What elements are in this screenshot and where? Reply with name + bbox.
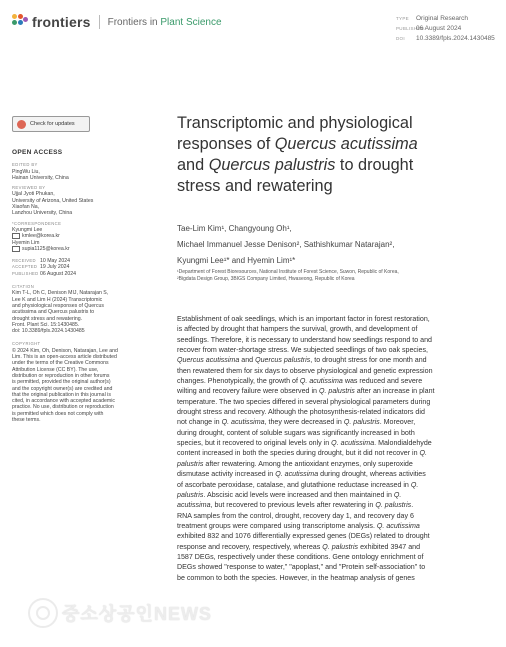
brand-name: frontiers	[32, 14, 91, 30]
news-watermark: 중소상공인NEWS	[28, 598, 212, 628]
affiliations: ¹Department of Forest Bioresources, National Institute of Forest Science, Suwon, Republic of Korea, ²Bigdata Design Group, 3BIGS Company Limited, Hwaseong, Republic of Korea	[177, 269, 399, 282]
abstract: Establishment of oak seedlings, which is an important factor in forest restoration, is affected by drought that hampers the survival, growth, and development of seedlings. Therefore, it is necessary to understand how seedlings respond to and recover from water-shortage stress. We subjected seedlings of two oak species, Quercus acutissima and Quercus palustris, to drought stress for one month and then rewatered them for six days to observe physiological and genetic expression changes. Phenotypically, the growth of Q. acutissima was reduced and severe wilting and recovery failure were observed in Q. palustris after an increase in plant temperature. The two species differed in several physiological parameters during drought stress and recovery. Although the photosynthesis-related indicators did not change in Q. acutissima, they were decreased in Q. palustris. Moreover, during drought, content of soluble sugars was significantly increased in both species, but it recovered to original levels only in Q. acutissima. Malondialdehyde content increased in both the species during drought, but it did not recover in Q. palustris after rewatering. Among the antioxidant enzymes, only superoxide dismutase activity increased in Q. acutissima during drought, whereas activities of ascorbate peroxidase, catalase, and glutathione reductase increased in Q. palustris. Abscisic acid levels were increased and then maintained in Q. acutissima, but recovered to previous levels after rewatering in Q. palustris. RNA samples from the control, drought, recovery day 1, and recovery day 6 treatment groups were compared using transcriptome analysis. Q. acutissima exhibited 832 and 1076 differentially expressed genes (DEGs) related to drought response and recovery, respectively, whereas Q. palustris exhibited 3947 and 1587 DEGs, respectively under these conditions. Gene ontology enrichment of DEGs showed "response to water," "apoplast," and "Protein self-association" to be common to both the species. However, in the heatmap analysis of genes	[177, 315, 435, 582]
frontiers-logo[interactable]	[12, 14, 222, 30]
article-type: Original Research	[416, 15, 469, 22]
journal-name[interactable]: Frontiers in Plant Science	[107, 16, 222, 28]
email-link[interactable]: kmlee@korea.kr	[12, 233, 162, 239]
sidebar: OPEN ACCESS EDITED BY PingWu Liu, Hainan University, China REVIEWED BY Ujjal Jyoti Phukan, University of Arizona, United States Xiaofan Na, Lanzhou University, China *CORRESPONDENCE Kyungmi Lee kmlee@korea.kr Hyemin Lim supia1125@korea.kr RECEIVED 10 May 2024 ACCEPTED 19 July 2024 PUBLISHED 06 August 2024 CITATION Kim T-L, Oh C, Denison MIJ, Natarajan S, Lee K and Lim H (2024) Transcriptomic and physiological responses of Quercus acutissima and Quercus palustris to drought stress and rewatering. Front. Plant Sci. 15:1430485. doi: 10.3389/fpls.2024.1430485 COPYRIGHT © 2024 Kim, Oh, Denison, Natarajan, Lee and Lim. This is an open-access article distributed under the terms of the Creative Commons Attribution License (CC BY). The use, distribution or reproduction in other forums is permitted, provided the original author(s) and the copyright owner(s) are credited and that the original publication in this journal is cited, in accordance with accepted academic practice. No use, distribution or reproduction is permitted which does not comply with these terms.	[12, 150, 162, 423]
page-header	[0, 0, 506, 50]
copyright: © 2024 Kim, Oh, Denison, Natarajan, Lee and Lim. This is an open-access article distributed under the terms of the Creative Commons Attribution License (CC BY). The use, distribution or reproduction in other forums is permitted, provided the original author(s) and the copyright owner(s) are credited and that the original publication in this journal is cited, in accordance with accepted academic practice. No use, distribution or reproduction is permitted which does not comply with these terms.	[12, 347, 118, 423]
doi: 10.3389/fpls.2024.1430485	[416, 35, 495, 42]
mail-icon	[12, 233, 20, 239]
open-access-label: OPEN ACCESS	[12, 149, 63, 156]
citation: Kim T-L, Oh C, Denison MIJ, Natarajan S, Lee K and Lim H (2024) Transcriptomic and physiological responses of Quercus acutissima and Quercus palustris to drought stress and rewatering. Front. Plant Sci. 15:1430485. doi: 10.3389/fpls.2024.1430485	[12, 290, 109, 335]
reviewer: Xiaofan Na,	[12, 204, 40, 211]
frontiers-logo-icon	[12, 14, 28, 30]
author-list: Tae-Lim Kim¹, Changyoung Oh¹, Michael Immanuel Jesse Denison², Sathishkumar Natarajan², Kyungmi Lee¹* and Hyemin Lim¹*	[177, 224, 395, 265]
article-dates: RECEIVED 10 May 2024 ACCEPTED 19 July 2024 PUBLISHED 06 August 2024	[12, 258, 77, 277]
watermark-logo-icon	[28, 598, 58, 628]
reviewer: Ujjal Jyoti Phukan,	[12, 191, 55, 198]
published-date: 06 August 2024	[416, 25, 462, 32]
update-icon	[17, 120, 26, 129]
editor: PingWu Liu,	[12, 168, 40, 175]
mail-icon	[12, 246, 20, 252]
check-for-updates-button[interactable]: Check for updates	[12, 116, 90, 132]
article-meta: TYPE Original Research PUBLISHED06 August 2024 DOI 10.3389/fpls.2024.1430485	[396, 15, 495, 42]
article-title: Transcriptomic and physiological responses of Quercus acutissima and Quercus palustris to drought stress and rewatering	[177, 114, 418, 195]
divider	[99, 15, 100, 29]
email-link[interactable]: supia1125@korea.kr	[12, 246, 162, 252]
